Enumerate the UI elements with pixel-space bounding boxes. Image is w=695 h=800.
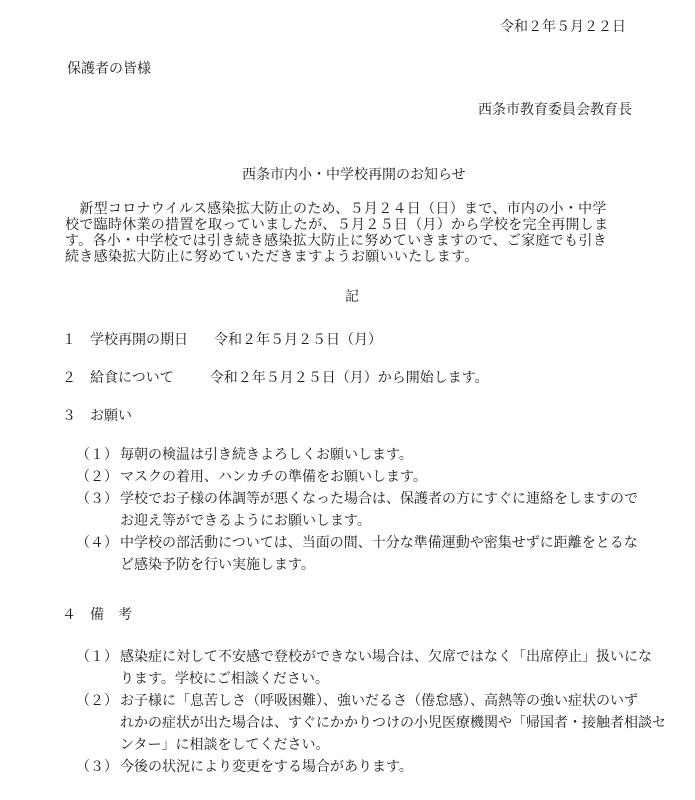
list-item-text: 感染症に対して不安感で登校ができない場合は、欠席ではなく「出席停止」扱いにな — [120, 649, 652, 665]
requests-list — [76, 444, 676, 576]
list-item-number: （３） — [76, 759, 118, 775]
list-item-text: 中学校の部活動については、当面の間、十分な準備運動や密集せずに距離をとるな — [120, 535, 638, 551]
list-item-continuation: ンター」に相談をしてください。 — [120, 737, 330, 753]
list-item — [76, 756, 676, 778]
list-item-continuation: れかの症状が出た場合は、すぐにかかりつけの小児医療機関や「帰国者・接触者相談セ — [120, 715, 666, 731]
list-item — [76, 466, 676, 488]
item-value: 令和２年５月２５日（月） — [214, 332, 382, 348]
intro-paragraph — [65, 201, 655, 265]
list-item-number: （１） — [76, 447, 118, 463]
document-date: 令和２年５月２２日 — [500, 19, 626, 35]
addressee: 保護者の皆様 — [67, 61, 151, 77]
item-number: ４ — [62, 607, 76, 623]
item-number: ２ — [62, 370, 76, 386]
list-item-continuation: ります。学校にご相談ください。 — [120, 671, 329, 687]
item-notes — [62, 608, 132, 622]
item-label: 給食について — [90, 370, 174, 386]
item-label: 備 考 — [90, 607, 132, 623]
list-item — [76, 488, 676, 510]
intro-line: す。各小・中学校では引き続き感染拡大防止に努めていきますので、ご家庭でも引き — [65, 233, 607, 249]
list-item-number: （２） — [76, 693, 118, 709]
ki-heading: 記 — [345, 289, 359, 305]
item-number: ３ — [62, 408, 76, 424]
item-label: 学校再開の期日 — [90, 332, 188, 348]
item-requests — [62, 409, 132, 423]
intro-line: 校で臨時休業の措置を取っていましたが、５月２５日（月）から学校を完全再開しま — [65, 217, 609, 233]
list-item — [76, 690, 676, 712]
item-school-lunch — [62, 371, 489, 385]
list-item-text: 今後の状況により変更をする場合があります。 — [120, 759, 413, 775]
list-item — [76, 444, 676, 466]
list-item-text: 毎朝の検温は引き続きよろしくお願いします。 — [120, 447, 413, 463]
list-item-number: （１） — [76, 649, 118, 665]
intro-line: 新型コロナウイルス感染拡大防止のため、５月２４日（日）まで、市内の小・中学 — [65, 201, 607, 217]
intro-line: 続き感染拡大防止に努めていただきますようお願いいたします。 — [65, 249, 479, 265]
list-item-text: お子様に「息苦しさ（呼吸困難）、強いだるさ（倦怠感）、高熱等の強い症状のいず — [120, 693, 638, 709]
item-number: １ — [62, 332, 76, 348]
item-value: 令和２年５月２５日（月）から開始します。 — [209, 370, 489, 386]
list-item-text: マスクの着用、ハンカチの準備をお願いします。 — [120, 469, 427, 485]
list-item-number: （３） — [76, 491, 118, 507]
list-item-number: （４） — [76, 535, 118, 551]
list-item-continuation: ど感染予防を行い実施します。 — [120, 557, 315, 573]
item-school-reopen — [62, 333, 382, 347]
list-item — [76, 646, 676, 668]
sender: 西条市教育委員会教育長 — [478, 102, 632, 118]
list-item-number: （２） — [76, 469, 118, 485]
item-label: お願い — [90, 408, 132, 424]
document-title: 西条市内小・中学校再開のお知らせ — [242, 167, 466, 183]
list-item-continuation: お迎え等ができるようにお願いします。 — [120, 513, 371, 529]
notes-list — [76, 646, 676, 778]
list-item — [76, 532, 676, 554]
list-item-text: 学校でお子様の体調等が悪くなった場合は、保護者の方にすぐに連絡をしますので — [120, 491, 638, 507]
